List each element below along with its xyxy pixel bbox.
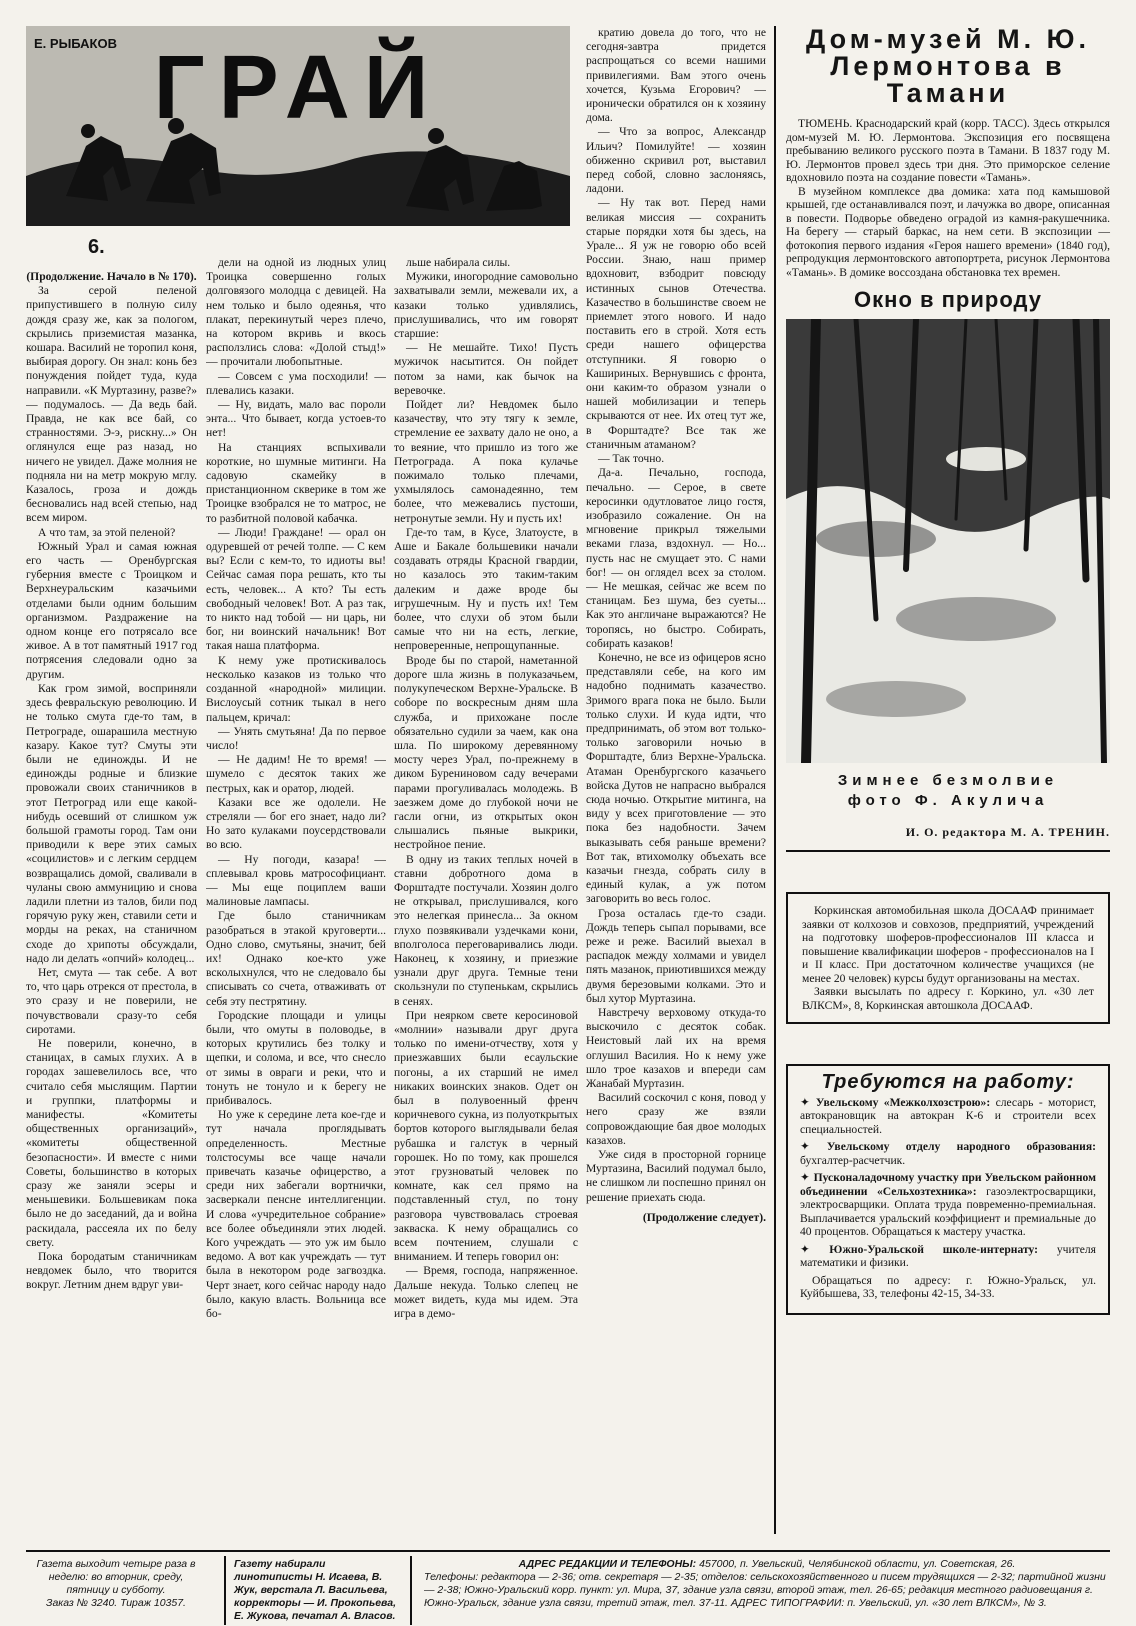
paragraph: Вроде бы по старой, наметанной дороге шла жизнь в полуказачьем, полукупеческом Верхне-Уральске. В соборе по воскресным дням шла служба, и прихожане после обязательно судили за чаем, как она шла. По широкому деревянному мосту через Урал, по-прежнему в диком Бурениновом саду вечерами парами прогуливалась молодежь. В заезжем доме до глубокой ночи не гасли огни, из открытых окон слышались пьяные выкрики, нестройное пение.	[394, 653, 578, 852]
museum-headline: Дом-музей М. Ю. Лермонтова в Тамани	[806, 24, 1090, 108]
paragraph: Навстречу верховому откуда-то выскочило с десяток собак. Неистовый лай их на время оглушил Василия. Но к нему уже шло трое казахов и впереди сам Жанабай Муртазин.	[586, 1006, 766, 1091]
paragraph: — Совсем с ума посходили! — плевались казаки.	[206, 369, 386, 397]
to-be-continued: (Продолжение следует).	[642, 1210, 766, 1224]
winter-forest-image	[786, 319, 1110, 763]
job-listings-title: Требуются на работу:	[821, 1071, 1075, 1093]
banner-illustration	[26, 26, 570, 226]
paragraph: Пойдет ли? Невдомек было казачеству, что эту тягу к земле, стремление ее захвату дало не оно, а то веяние, что пришло из того же Петрограда. А пока кулачье пожимало только плечами, ухмылялось самонадеянно, тем более, что межевались пустоши, нетронутые земли. Ну и пусть их!	[394, 398, 578, 525]
paragraph: Коркинская автомобильная школа ДОСААФ принимает заявки от колхозов и совхозов, предприятий, учреждений на подготовку шоферов-профессионалов III класса и повышение квалификации шоферов - профессионалов на I и II класс. При достаточном количестве учащихся (не менее 20 человек) курсы будут организованы на местах.	[802, 904, 1094, 985]
imprint-footer	[26, 1550, 1110, 1622]
story-col3-text	[394, 256, 578, 1321]
story-col4-text	[586, 26, 766, 1205]
dosaaf-advertisement	[786, 892, 1110, 1024]
paragraph: — Унять смутьяна! Да по первое число!	[206, 724, 386, 752]
newspaper-page	[26, 24, 1110, 1622]
paragraph: льше набирала силы.	[406, 256, 511, 269]
winter-photo	[786, 319, 1110, 763]
paragraph: Да-а. Печально, господа, печально. — Серое, в свете керосинки одутловатое лицо гостя, изобразило сожаление. Он на мгновение прикрыл тяжелыми веками глаза, вздохнул. — Но... пусть нас не смущает это. С нами бог! — он оглядел всех за столом. — Не мешкая, сейчас же всем по станицам. Без шума, без суеты... Как это англичане выражаются? Не торопясь, но быстро. Собирать, собирать казаков!	[586, 466, 766, 650]
story-column-3	[394, 256, 578, 1556]
job-item	[800, 1096, 1096, 1137]
story-column-2	[206, 256, 386, 1556]
job-item	[800, 1171, 1096, 1239]
paragraph: Но уже к середине лета кое-где и тут начала проглядывать определенность. Местные толстосумы все чаще начали привечать казачье офицерство, а среди них забегали вортнички, засверкали пенсне интеллигенции. И слова «учредительное собрание» все более объединяли этих людей. Кого учреждать — это уж им было ведомо. А вот как учреждать — тут была в некотором роде загвоздка. Черт знает, кого сейчас народу надо было, какую власть. Вольница все бо-	[206, 1108, 386, 1321]
paragraph: Гроза осталась где-то сзади. Дождь теперь сыпал порывами, все реже и реже. Василий выехал в распадок между холмами и увидел пять мазанок, приютившихся между двумя березовыми колками. Это и был хутор Муртазина.	[586, 906, 766, 1005]
phones-text: Телефоны: редактора — 2-36; отв. секретаря — 2-35; отделов: сельскохозяйственного и писем трудящихся — 2-32; партийной жизни — 2-38; Южно-Уральский корр. пункт: ул. Мира, 37, здание узла связи, второй этаж, тел. 26-65; редакция местного радиовещания г. Южно-Уральск, здание узла связи, третий этаж, тел. 37-11. АДРЕС ТИПОГРАФИИ: п. Увельский, ул. «30 лет ВЛКСМ», № 3.	[424, 1571, 1106, 1609]
story-column-1	[26, 270, 197, 1556]
story-column-4	[586, 26, 766, 1556]
paragraph: Мужики, иногородние самовольно захватывали земли, межевали их, а казаки только удивлялись, прислушивались, что им говорят старшие:	[394, 270, 578, 341]
paragraph: — Так точно.	[598, 452, 665, 466]
photo-caption-title: Зимнее безмолвие	[837, 772, 1059, 789]
job-item	[800, 1140, 1096, 1167]
publication-schedule: Газета выходит четыре раза в неделю: во вторник, среду, пятницу и субботу.	[36, 1558, 196, 1596]
paragraph: — Ну погоди, казара! — сплевывал кровь матрософициант. — Мы еще поциплем ваши малиновые лампасы.	[206, 852, 386, 909]
chapter-number: 6.	[88, 236, 105, 258]
job-positions: учителя математики и физики.	[800, 1242, 1096, 1269]
job-employer: Увельскому «Межколхозстрою»:	[815, 1095, 996, 1109]
paragraph: Городские площади и улицы были, что омуты в половодье, в которых крутились без толку и щепки, и солома, и все, что снесло от зимы в овраги и реки, что и тонуть не тонуло и к берегу не прибивалось.	[206, 1008, 386, 1107]
imprint-address	[424, 1558, 1110, 1610]
imprint-staff: Газету набирали линотиписты Н. Исаева, В. Жук, верстала Л. Васильева, корректоры — И. Прокопьева, Е. Жукова, печатал А. Власов.	[224, 1556, 412, 1625]
paragraph: На станциях вспыхивали короткие, но шумные митинги. На садовую скамейку в пристанционном скверике в том же Троицке взобрался не то матрос, не то разбитной половой кабачка.	[206, 440, 386, 525]
job-employer: Пусконаладочному участку при Увельском районном объединении «Сельхозтехника»:	[800, 1171, 1096, 1198]
star-bullet-icon: ✦	[800, 1170, 814, 1184]
column-divider	[774, 26, 776, 1534]
paragraph: Как гром зимой, восприняли здесь февральскую революцию. И не только смута где-то там, в Петрограде, ошарашила местную казару. Какое тут? Смуты эти были не единожды. И не единожды родные и близкие провожали своих станичников в этот Петроград или еще какой-нибудь осевший от слишком уж большой грамоты город. Там они приводили к вере этих самых «социлистов» и с легким сердцем возвращались домой, сваливали в чуланы свою аммуницию и снова ладили плетни из талов, били под горячую руку жен, ставили сети и морды на реках, на станичном сходе до хрипоты обсуждали, надо ли делать «опчий» колодец...	[26, 681, 197, 965]
paragraph: ТЮМЕНЬ. Краснодарский край (корр. ТАСС). Здесь открылся дом-музей М. Ю. Лермонтова. Экспозиция его посвящена пребыванию великого русского поэта в Тамани. В 1837 году М. Ю. Лермонтов провел здесь три дня. Это приморское селение вдохновило поэта на создание повести «Тамань».	[786, 117, 1110, 184]
star-bullet-icon: ✦	[800, 1094, 816, 1109]
paragraph: В музейном комплексе два домика: хата под камышовой крышей, где останавливался поэт, и лачужка во дворе, описанная в повести. Подворье обведено оградой из камня-ракушечника. На берегу — старый баркас, на нем сети. В экспозиции — фотокопия первого издания «Героя нашего времени» (1840 год), репродукция лермонтовского автопортрета, рисунок Лермонтова «Тамань». В домике воссоздана обстановка тех времен.	[786, 184, 1110, 279]
story-continuation: (Продолжение. Начало в № 170).	[26, 270, 197, 283]
paragraph: — Не дадим! Не то время! — шумело с десяток таких же пестрых, как и оратор, людей.	[206, 753, 386, 795]
banner-author: Е. РЫБАКОВ	[34, 36, 117, 51]
paragraph: К нему уже протискивалось несколько казаков из только что созданной «народной» милиции. Вислоусый сотник тыкал в него пальцем, кричал:	[206, 653, 386, 724]
paragraph: дели на одной из людных улиц Троицка совершенно голых долговязого молодца с девицей. На нем только и было одеянья, что плакат, перекинутый через плечо, на котором вкривь и вкось расползлись слова: «Долой стыд!» — прочитали любопытные.	[206, 256, 386, 369]
paragraph: — Ну так вот. Перед нами великая миссия — сохранить старые порядки хотя бы здесь, на Урале... Я уж не говорю обо всей России. Знаю, наш пример вдохновит, взбодрит повсюду истинных сынов Отечества. Казачество в большинстве своем не приемлет этого нового. И надо поставить его в строй. Хотя есть среди нашего офицерства отступники. Я говорю о Кашириных. Вернувшись с фронта, они каким-то образом узнали о нашей мобилизации и теперь скрываются от нее. Их отец тут же, в Форштадте? Все так же станичным атаманом?	[586, 196, 766, 451]
paragraph: В одну из таких теплых ночей в ставни добротного дома в Форштадте постучали. Хозяин долго не открывал, прислушивался, кого это нелегкая принесла... За окном глухо позвякивали уздечками кони, вполголоса переговаривались люди. Наконец, к хозяину, и приезжие узнали друг друга. Темные тени скользнули по ступенькам, скрылись в сенях.	[394, 852, 578, 1008]
paragraph: А что там, за этой пеленой?	[38, 525, 176, 539]
paragraph: При неярком свете керосиновой «молнии» называли друг друга только по имени-отчеству, хотя у приезжавших были есаульские погоны, а их старший не имел никаких воинских знаков. Одет он был в полувоенный френч коричневого сукна, из полуоткрытых бортов которого выглядывали белая рубашка и галстук в черный горошек. Но по тому, как прошелся этот грузноватый человек по комнате, как сел прямо на подставленный стул, по тону разговора чувствовалась строевая закваска. К нему обращались со всем почтением, слушали с вниманием. И теперь говорил он:	[394, 1008, 578, 1264]
paragraph: Где было станичникам разобраться в этакой круговерти... Одно слово, смутьяны, значит, бей их! Однако кое-кто уже всколыхнулся, что не следовало бы списывать со счета, отваживать от себя эту пестрятину.	[206, 909, 386, 1008]
paragraph: Пока бородатым станичникам невдомек было, что творится вокруг. Летним днем вдруг уви-	[26, 1250, 197, 1292]
order-circulation: Заказ № 3240. Тираж 10357.	[46, 1597, 186, 1609]
star-bullet-icon: ✦	[800, 1241, 830, 1256]
paragraph: Конечно, не все из офицеров ясно представляли себе, на кого им надобно поднимать казачество. Зримого врага пока не было. Были только слухи. И куда идти, что предпринимать, об этом вот только-только заговорили ночью в Форштадте, близ Верхне-Уральска. Атаман Оренбургского казачьего войска Дутов не напрасно выбрался сюда ночью. Открытие митинга, на виду у всех приготовление — это пока без надобности. Зачем выказывать себя раньше времени? Вот так, втихомолку объехать все казачьи гнезда, собрать силу в единый кулак, а уж потом заговорить во весь голос.	[586, 650, 766, 906]
paragraph: — Ну, видать, мало вас пороли энта... Что бывает, когда устоев-то нет!	[206, 398, 386, 440]
job-listings	[786, 1064, 1110, 1315]
job-item	[800, 1243, 1096, 1270]
photo-section-title: Окно в природу	[854, 287, 1042, 312]
paragraph: — Время, господа, напряженное. Дальше некуда. Только слепец не может видеть, куда мы идем. Эта игра в демо-	[394, 1264, 578, 1321]
star-bullet-icon: ✦	[800, 1139, 827, 1153]
job-positions: слесарь - моторист, автокрановщик на автокран К-6 и строители всех специальностей.	[800, 1095, 1096, 1136]
paragraph: Южный Урал и самая южная его часть — Оренбургская губерния вместе с Троицком и Верхнеуральским казачьими отделами были одним большим организмом. Раздражение на одном конце его потрясало все живое. А в тот памятный 1917 год потрясения следовали одно за другим.	[26, 539, 197, 681]
imprint-schedule	[26, 1558, 206, 1610]
job-positions: газоэлектросварщики, электросварщики. Оплата труда повременно-премиальная. Выплачивается уральский коэффициент и премиальные до 40 процентов. Обращаться к мастеру участка.	[800, 1184, 1096, 1238]
paragraph: Не поверили, конечно, в станицах, в самых глухих. А в городах зашевелилось все, что считало себя мыслящим. Партии и группки, платформы и манифесты. «Комитеты общественных организаций», «комитеты общественной безопасности». И вместе с ними Советы, большинство в которых сразу же заняли эсеры и меньшевики. Большевикам пока было не до заседаний, да и война раскидала, рассеяла их по белу свету.	[26, 1036, 197, 1249]
paragraph: кратию довела до того, что не сегодня-завтра придется распрощаться со всеми нашими привилегиями. Вам этого очень хочется, Кузьма Егорович? — иронически обратился он к хозяину дома.	[586, 26, 766, 125]
address-title: АДРЕС РЕДАКЦИИ И ТЕЛЕФОНЫ:	[518, 1558, 697, 1570]
job-contact: Обращаться по адресу: г. Южно-Уральск, ул. Куйбышева, 33, телефоны 42-15, 34-33.	[800, 1273, 1096, 1300]
paragraph: — Что за вопрос, Александр Ильич? Помилуйте! — хозяин обиженно скривил рот, выставил перед собой, словно заслоняясь, ладони.	[586, 125, 766, 196]
job-employer: Южно-Уральской школе-интернату:	[829, 1242, 1057, 1256]
editor-signature: И. О. редактора М. А. ТРЕНИН.	[786, 825, 1110, 852]
paragraph: Уже сидя в просторной горнице Муртазина, Василий подумал было, не слишком ли поспешно принял он решение приехать сюда.	[586, 1148, 766, 1204]
right-column	[786, 26, 1110, 1526]
paragraph: Казаки все же одолели. Не стреляли — бог его знает, надо ли? Но зато кулаками поусердствовали во всю.	[206, 795, 386, 852]
story-col2-text	[206, 256, 386, 1321]
paragraph: Заявки высылать по адресу г. Коркино, ул. «30 лет ВЛКСМ», 8, Коркинская автошкола ДОСААФ.	[802, 985, 1094, 1012]
photo-caption-credit: фото Ф. Акулича	[847, 792, 1049, 809]
paragraph: За серой пеленой припустившего в полную силу дождя сразу же, как за пологом, скрылись приземистая мазанка, кошара. Василий не торопил коня, выбирая дорогу. Он знал: конь без понуждения пойдет туда, куда направили. «К Муртазину, разве?» — подумалось. — Да ведь бай. Правда, не как все бай, со странностями. Э-э, рискну...» Он оглянулся еще раз назад, но ничего не увидел. Даже молния не подняла ни на метр мокрую мглу. Казалось, гроза и дождь бесновались над всей степью, над всем миром.	[26, 284, 197, 525]
paragraph: Нет, смута — так себе. А вот то, что царь отрекся от престола, в это сразу и не поверили, не почувствовали сразу-то себя сиротами.	[26, 965, 197, 1036]
job-positions: бухгалтер-расчетчик.	[800, 1153, 906, 1167]
paragraph: Василий соскочил с коня, повод у него сразу же взяли сопровождающие бая двое молодых казахов.	[586, 1091, 766, 1147]
paragraph: Где-то там, в Кусе, Златоусте, в Аше и Бакале большевики начали создавать отряды Красной гвардии, но казалось это таким-таким далеким и даже вроде бы игрушечным. Ну и пусть их! Тем более, что слухи об этом были самые что ни на есть, легкие, непроверенные, непрощупанные.	[394, 525, 578, 653]
story-title: ГРАЙ	[153, 38, 443, 138]
job-employer: Увельскому отделу народного образования:	[826, 1140, 1096, 1153]
museum-article	[786, 117, 1110, 279]
address-text: 457000, п. Увельский, Челябинской области, ул. Советская, 26.	[699, 1558, 1016, 1570]
job-items	[800, 1096, 1096, 1270]
story-col1-text	[26, 284, 197, 1292]
paragraph: — Люди! Граждане! — орал он одуревшей от речей толпе. — С кем вы? Если с кем-то, то идиоты вы! Сейчас самая пора решать, кто ты есть, человек... А кто? Ты есть свободный человек! Вот. А раз так, то никто над тобой — ни царь, ни бог, ни воинский начальник! Вот такая наша платформа.	[206, 525, 386, 653]
photo-caption	[786, 771, 1110, 811]
paragraph: — Не мешайте. Тихо! Пусть мужичок насытится. Он пойдет потом за нами, как бычок на веревочке.	[394, 341, 578, 397]
story-banner	[26, 26, 570, 226]
